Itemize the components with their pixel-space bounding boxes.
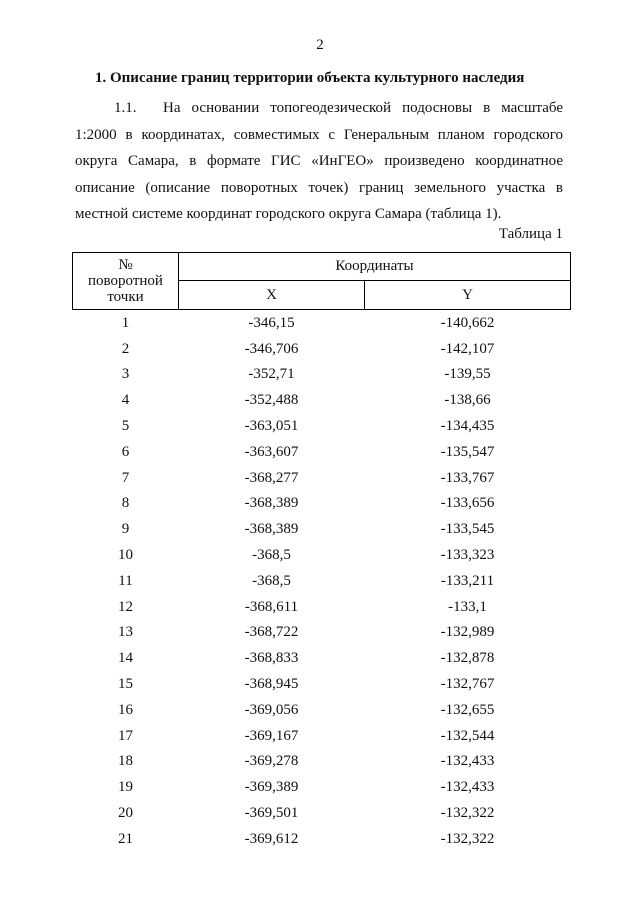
x-coordinate-cell: -369,389 bbox=[244, 779, 299, 796]
table-row bbox=[73, 465, 571, 491]
x-coordinate-cell: -346,706 bbox=[244, 340, 299, 357]
paragraph-number: 1.1. bbox=[114, 100, 137, 116]
table-row bbox=[73, 310, 571, 336]
x-coordinate-cell: -369,501 bbox=[244, 805, 299, 822]
header-point-number-line2: поворотной bbox=[88, 273, 163, 289]
x-coordinate-cell: -369,278 bbox=[244, 753, 299, 770]
header-point-number-line1: № bbox=[118, 257, 133, 273]
y-coordinate-cell: -133,656 bbox=[440, 495, 495, 512]
coordinates-table-body bbox=[73, 310, 571, 852]
point-number-cell: 11 bbox=[118, 572, 133, 589]
point-number-cell: 16 bbox=[118, 701, 133, 718]
table-row bbox=[73, 826, 571, 852]
y-coordinate-cell: -133,323 bbox=[440, 547, 495, 564]
y-coordinate-cell: -134,435 bbox=[440, 418, 495, 435]
point-number-cell: 6 bbox=[121, 443, 130, 460]
table-row bbox=[73, 336, 571, 362]
x-coordinate-cell: -368,389 bbox=[244, 521, 299, 538]
x-coordinate-cell: -369,612 bbox=[244, 830, 299, 847]
y-coordinate-cell: -133,211 bbox=[440, 572, 495, 589]
y-coordinate-cell: -135,547 bbox=[440, 443, 495, 460]
x-coordinate-cell: -368,722 bbox=[244, 624, 299, 641]
point-number-cell: 4 bbox=[121, 392, 130, 409]
point-number-cell: 1 bbox=[121, 314, 130, 331]
table-row bbox=[73, 645, 571, 671]
table-row bbox=[73, 362, 571, 388]
y-coordinate-cell: -132,989 bbox=[440, 624, 495, 641]
x-coordinate-cell: -363,607 bbox=[244, 443, 299, 460]
y-coordinate-cell: -132,544 bbox=[440, 727, 495, 744]
y-coordinate-cell: -132,878 bbox=[440, 650, 495, 667]
point-number-cell: 19 bbox=[118, 779, 133, 796]
y-coordinate-cell: -132,433 bbox=[440, 779, 495, 796]
header-y: Y bbox=[365, 280, 571, 309]
point-number-cell: 2 bbox=[121, 340, 130, 357]
table-row bbox=[73, 723, 571, 749]
x-coordinate-cell: -369,167 bbox=[244, 727, 299, 744]
x-coordinate-cell: -363,051 bbox=[244, 418, 299, 435]
point-number-cell: 20 bbox=[118, 805, 133, 822]
x-coordinate-cell: -368,277 bbox=[244, 469, 299, 486]
point-number-cell: 17 bbox=[118, 727, 133, 744]
table-row bbox=[73, 697, 571, 723]
y-coordinate-cell: -132,767 bbox=[440, 676, 495, 693]
y-coordinate-cell: -133,1 bbox=[448, 598, 487, 615]
point-number-cell: 21 bbox=[118, 830, 133, 847]
table-row bbox=[73, 671, 571, 697]
x-coordinate-cell: -346,15 bbox=[248, 314, 295, 331]
point-number-cell: 13 bbox=[118, 624, 133, 641]
table-row bbox=[73, 774, 571, 800]
table-row bbox=[73, 516, 571, 542]
point-number-cell: 7 bbox=[121, 469, 130, 486]
header-point-number bbox=[73, 253, 179, 310]
table-row bbox=[73, 387, 571, 413]
x-coordinate-cell: -368,611 bbox=[244, 598, 299, 615]
y-coordinate-cell: -133,767 bbox=[440, 469, 495, 486]
point-number-cell: 15 bbox=[118, 676, 133, 693]
table-row bbox=[73, 749, 571, 775]
y-coordinate-cell: -138,66 bbox=[444, 392, 491, 409]
point-number-cell: 5 bbox=[121, 418, 130, 435]
y-coordinate-cell: -140,662 bbox=[440, 314, 495, 331]
table-row bbox=[73, 439, 571, 465]
x-coordinate-cell: -368,5 bbox=[252, 572, 291, 589]
point-number-cell: 12 bbox=[118, 598, 133, 615]
y-coordinate-cell: -139,55 bbox=[444, 366, 491, 383]
y-coordinate-cell: -132,322 bbox=[440, 830, 495, 847]
table-row bbox=[73, 542, 571, 568]
point-number-cell: 14 bbox=[118, 650, 133, 667]
point-number-cell: 18 bbox=[118, 753, 133, 770]
table-caption: Таблица 1 bbox=[498, 226, 563, 242]
y-coordinate-cell: -132,655 bbox=[440, 701, 495, 718]
x-coordinate-cell: -368,833 bbox=[244, 650, 299, 667]
table-row bbox=[73, 800, 571, 826]
table-row bbox=[73, 413, 571, 439]
coordinates-table bbox=[72, 252, 571, 852]
table-row bbox=[73, 491, 571, 517]
paragraph bbox=[75, 95, 563, 228]
header-point-number-line3: точки bbox=[107, 289, 144, 305]
x-coordinate-cell: -368,5 bbox=[252, 547, 291, 564]
point-number-cell: 8 bbox=[121, 495, 130, 512]
y-coordinate-cell: -132,433 bbox=[440, 753, 495, 770]
y-coordinate-cell: -132,322 bbox=[440, 805, 495, 822]
paragraph-text: На основании топогеодезической подосновы в масштабе 1:2000 в координатах, совместимых с Генеральным планом городского округа Самара, в формате ГИС «ИнГЕО» произведено координатное описание (описание поворотных точек) границ земельного участка в местной системе координат городского округа Самара (таблица 1). bbox=[75, 100, 563, 222]
x-coordinate-cell: -368,945 bbox=[244, 676, 299, 693]
x-coordinate-cell: -352,488 bbox=[244, 392, 299, 409]
point-number-cell: 9 bbox=[121, 521, 130, 538]
y-coordinate-cell: -133,545 bbox=[440, 521, 495, 538]
point-number-cell: 10 bbox=[118, 547, 133, 564]
table-row bbox=[73, 620, 571, 646]
y-coordinate-cell: -142,107 bbox=[440, 340, 495, 357]
section-heading: 1. Описание границ территории объекта культурного наследия bbox=[95, 70, 525, 86]
x-coordinate-cell: -368,389 bbox=[244, 495, 299, 512]
page-number: 2 bbox=[316, 37, 324, 53]
point-number-cell: 3 bbox=[121, 366, 130, 383]
header-x: X bbox=[179, 280, 365, 309]
header-coordinates: Координаты bbox=[179, 253, 571, 281]
table-row bbox=[73, 568, 571, 594]
x-coordinate-cell: -369,056 bbox=[244, 701, 299, 718]
table-row bbox=[73, 594, 571, 620]
x-coordinate-cell: -352,71 bbox=[248, 366, 295, 383]
